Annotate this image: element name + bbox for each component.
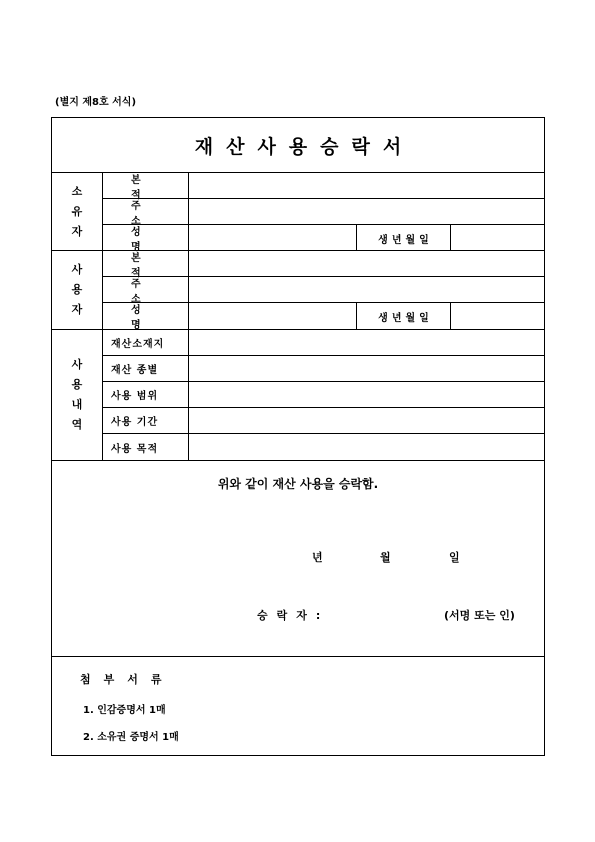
owner-domicile-row: [103, 173, 544, 199]
owner-section-label: [52, 173, 103, 250]
form-number-note: (별지 제8호 서식): [55, 97, 137, 108]
owner-address-row: [103, 199, 544, 225]
attachments-title: 첨부서류: [80, 673, 175, 686]
owner-domicile-label: 본적: [103, 173, 189, 198]
user-label-char: 용: [71, 283, 83, 296]
usage-label-char: 역: [71, 418, 83, 431]
form-title: 재산사용승락서: [52, 118, 544, 173]
date-year-label: 년: [312, 551, 323, 564]
usage-label-char: 내: [71, 398, 83, 411]
owner-birth-label: 생년월일: [356, 225, 451, 251]
owner-address-label: 주소: [103, 199, 189, 224]
usage-type-label: 재산 종별: [103, 356, 189, 381]
usage-period-label: 사용 기간: [103, 408, 189, 433]
usage-section: [52, 330, 544, 461]
signature-note: (서명 또는 인): [444, 609, 515, 622]
user-section: [52, 251, 544, 330]
user-domicile-label: 본적: [103, 251, 189, 276]
user-address-row: [103, 277, 544, 303]
owner-name-row: [103, 225, 544, 251]
user-name-label: 성명: [103, 303, 189, 329]
date-month-label: 월: [380, 551, 391, 564]
usage-type-row: [103, 356, 544, 382]
owner-section: [52, 173, 544, 251]
usage-scope-row: [103, 382, 544, 408]
owner-label-char: 유: [71, 204, 83, 218]
attachment-item: 1. 인감증명서 1매: [83, 705, 166, 716]
owner-label-char: 자: [71, 224, 83, 238]
user-label-char: 사: [71, 263, 83, 276]
consent-statement: 위와 같이 재산 사용을 승락함.: [217, 477, 379, 491]
user-label-char: 자: [71, 303, 83, 316]
owner-label-char: 소: [71, 184, 83, 198]
usage-section-label: [52, 330, 103, 460]
date-day-label: 일: [449, 551, 460, 564]
user-birth-label: 생년월일: [356, 303, 451, 329]
user-domicile-row: [103, 251, 544, 277]
usage-purpose-label: 사용 목적: [103, 434, 189, 460]
consent-statement-area: [52, 461, 544, 657]
consent-form: [51, 117, 545, 756]
usage-label-char: 용: [71, 378, 83, 391]
user-name-row: [103, 303, 544, 329]
usage-label-char: 사: [71, 358, 83, 371]
approver-label: 승락자:: [257, 609, 330, 622]
attachment-item: 2. 소유권 증명서 1매: [83, 732, 179, 743]
user-address-label: 주소: [103, 277, 189, 302]
usage-location-label: 재산소재지: [103, 330, 189, 355]
usage-purpose-row: [103, 434, 544, 460]
user-section-label: [52, 251, 103, 329]
owner-name-label: 성명: [103, 225, 189, 251]
usage-location-row: [103, 330, 544, 356]
usage-scope-label: 사용 범위: [103, 382, 189, 407]
usage-period-row: [103, 408, 544, 434]
